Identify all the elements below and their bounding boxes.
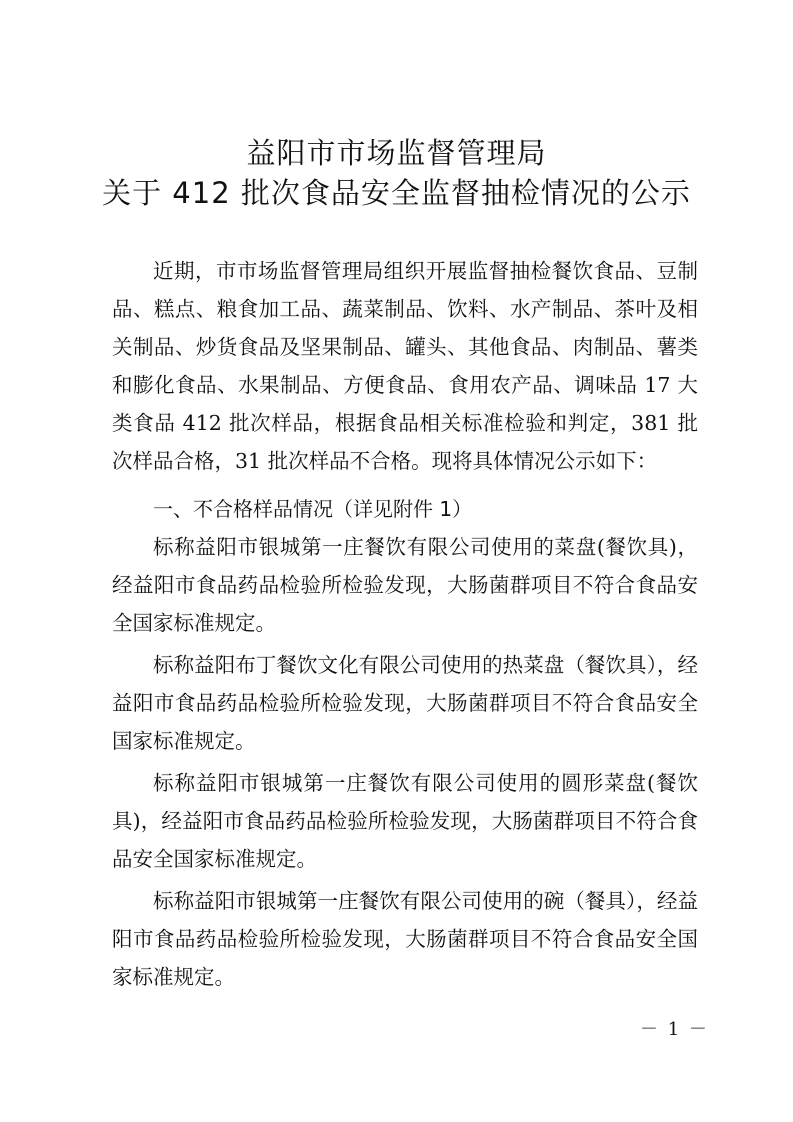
intro-paragraph: 近期，市市场监督管理局组织开展监督抽检餐饮食品、豆制品、糕点、粮食加工品、蔬菜制品、饮料、水产制品、茶叶及相关制品、炒货食品及坚果制品、罐头、其他食品、肉制品、薯类和膨化食品、水果制品、方便食品、食用农产品、调味品 17 大类食品 412 批次样品，根据食品相关标准检验和判定，381 批次样品合格，31 批次样品不合格。现将具体情况公示如下： xyxy=(112,259,698,473)
paragraph-item: 标称益阳市银城第一庄餐饮有限公司使用的圆形菜盘(餐饮具)，经益阳市食品药品检验所检验发现，大肠菌群项目不符合食品安全国家标准规定。 xyxy=(112,771,698,871)
paragraph-item: 标称益阳市银城第一庄餐饮有限公司使用的菜盘(餐饮具)，经益阳市食品药品检验所检验发现，大肠菌群项目不符合食品安全国家标准规定。 xyxy=(112,535,698,635)
paragraph-item: 标称益阳市银城第一庄餐饮有限公司使用的碗（餐具），经益阳市食品药品检验所检验发现，大肠菌群项目不符合食品安全国家标准规定。 xyxy=(112,889,698,989)
document-title-line2: 关于 412 批次食品安全监督抽检情况的公示 xyxy=(102,176,691,210)
paragraph-item: 标称益阳布丁餐饮文化有限公司使用的热菜盘（餐饮具），经益阳市食品药品检验所检验发现，大肠菌群项目不符合食品安全国家标准规定。 xyxy=(112,653,698,753)
section-heading: 一、不合格样品情况（详见附件 1） xyxy=(153,497,473,521)
document-title-line1: 益阳市市场监督管理局 xyxy=(246,136,547,170)
page-number: － 1 － xyxy=(640,1019,709,1040)
